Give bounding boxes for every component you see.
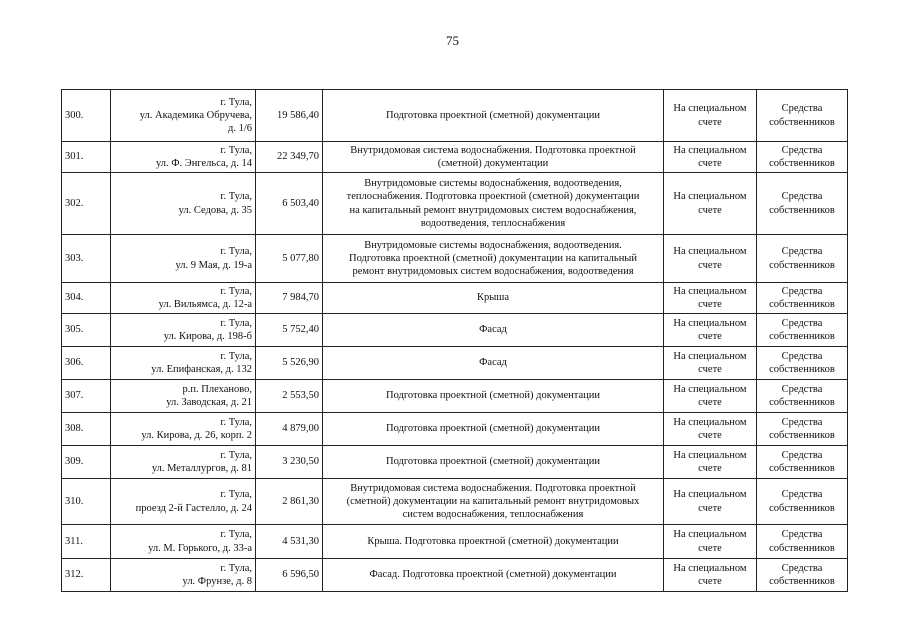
- address-cell: [111, 314, 256, 347]
- amount-cell: 2 861,30: [256, 479, 323, 525]
- table-row: [62, 380, 848, 413]
- source-line: собственников: [769, 576, 835, 587]
- account-line: На специальном: [673, 191, 747, 203]
- account-type-cell: [664, 525, 757, 559]
- source-line: Средства: [781, 103, 823, 115]
- account-line: На специальном: [673, 103, 747, 115]
- addr-line: ул. Академика Обручева,: [139, 109, 252, 121]
- addr-line: ул. 9 Мая, д. 19-а: [175, 259, 252, 271]
- row-number-cell: 301.: [62, 142, 111, 173]
- account-line: На специальном: [673, 449, 747, 461]
- funding-source-cell: [757, 90, 848, 142]
- amount-cell: 6 596,50: [256, 559, 323, 592]
- table-body: [62, 90, 848, 592]
- source-line: собственников: [769, 158, 835, 169]
- addr-line: ул. Заводская, д. 21: [166, 397, 252, 408]
- account-type-cell: [664, 283, 757, 314]
- funding-source-cell: [757, 559, 848, 592]
- addr-line: г. Тула,: [220, 350, 252, 362]
- account-type-cell: [664, 559, 757, 592]
- work-line: Подготовка проектной (сметной) документации: [386, 390, 600, 402]
- account-line: На специальном: [673, 562, 747, 574]
- table-row: [62, 347, 848, 380]
- page-number: 75: [446, 33, 459, 48]
- address-cell: [111, 559, 256, 592]
- addr-line: д. 1/6: [227, 123, 252, 135]
- source-line: собственников: [769, 364, 835, 375]
- source-line: Средства: [781, 350, 823, 362]
- account-type-cell: [664, 347, 757, 380]
- addr-line: г. Тула,: [220, 317, 252, 329]
- amount-cell: 6 503,40: [256, 173, 323, 235]
- addr-line: ул. Кирова, д. 26, корп. 2: [141, 430, 252, 441]
- addr-line: проезд 2-й Гастелло, д. 24: [135, 502, 252, 514]
- addr-line: г. Тула,: [220, 285, 252, 297]
- account-type-cell: [664, 380, 757, 413]
- row-number-cell: 305.: [62, 314, 111, 347]
- account-line: счете: [698, 397, 722, 408]
- account-line: счете: [698, 158, 722, 169]
- account-type-cell: [664, 314, 757, 347]
- account-line: На специальном: [673, 350, 747, 362]
- addr-line: ул. Вильямса, д. 12-а: [158, 299, 252, 310]
- address-cell: [111, 446, 256, 479]
- amount-cell: 19 586,40: [256, 90, 323, 142]
- row-number-cell: 311.: [62, 525, 111, 559]
- addr-line: г. Тула,: [220, 449, 252, 461]
- account-line: счете: [698, 542, 722, 554]
- addr-line: г. Тула,: [220, 489, 252, 501]
- account-line: счете: [698, 204, 722, 216]
- address-cell: [111, 525, 256, 559]
- funding-source-cell: [757, 347, 848, 380]
- address-cell: [111, 413, 256, 446]
- addr-line: ул. Фрунзе, д. 8: [182, 576, 252, 587]
- amount-cell: 2 553,50: [256, 380, 323, 413]
- source-line: Средства: [781, 285, 823, 297]
- row-number-cell: 303.: [62, 235, 111, 283]
- account-line: На специальном: [673, 489, 747, 501]
- row-number-cell: 300.: [62, 90, 111, 142]
- source-line: Средства: [781, 529, 823, 541]
- work-type-cell: [323, 347, 664, 380]
- account-type-cell: [664, 90, 757, 142]
- work-type-cell: [323, 235, 664, 283]
- account-line: счете: [698, 331, 722, 342]
- work-type-cell: [323, 283, 664, 314]
- work-line: Подготовка проектной (сметной) документации: [386, 423, 600, 435]
- table-row: [62, 525, 848, 559]
- source-line: собственников: [769, 502, 835, 514]
- account-type-cell: [664, 173, 757, 235]
- work-type-cell: [323, 413, 664, 446]
- source-line: Средства: [781, 416, 823, 428]
- funding-source-cell: [757, 380, 848, 413]
- funding-source-cell: [757, 525, 848, 559]
- source-line: собственников: [769, 542, 835, 554]
- source-line: Средства: [781, 144, 823, 156]
- account-type-cell: [664, 446, 757, 479]
- address-cell: [111, 173, 256, 235]
- addr-line: р.п. Плеханово,: [182, 383, 252, 395]
- account-line: На специальном: [673, 416, 747, 428]
- account-line: счете: [698, 364, 722, 375]
- account-line: счете: [698, 502, 722, 514]
- table-row: [62, 413, 848, 446]
- registry-table: [61, 89, 848, 592]
- source-line: Средства: [781, 562, 823, 574]
- addr-line: ул. Кирова, д. 198-б: [163, 331, 252, 342]
- funding-source-cell: [757, 314, 848, 347]
- account-line: На специальном: [673, 144, 747, 156]
- table-row: [62, 283, 848, 314]
- work-line: Внутридомовые системы водоснабжения, водоотведения.: [364, 239, 622, 251]
- source-line: собственников: [769, 397, 835, 408]
- work-line: Внутридомовая система водоснабжения. Подготовка проектной: [350, 482, 636, 494]
- addr-line: г. Тула,: [220, 144, 252, 156]
- amount-cell: 4 879,00: [256, 413, 323, 446]
- source-line: собственников: [769, 331, 835, 342]
- work-line: (сметной) документации: [437, 158, 549, 169]
- addr-line: г. Тула,: [220, 246, 252, 258]
- row-number-cell: 304.: [62, 283, 111, 314]
- amount-cell: 4 531,30: [256, 525, 323, 559]
- table-row: [62, 235, 848, 283]
- table-row: [62, 446, 848, 479]
- work-type-cell: [323, 173, 664, 235]
- source-line: Средства: [781, 191, 823, 203]
- amount-cell: 5 752,40: [256, 314, 323, 347]
- work-line: Подготовка проектной (сметной) документации: [386, 109, 600, 121]
- row-number-cell: 306.: [62, 347, 111, 380]
- work-line: Фасад. Подготовка проектной (сметной) документации: [369, 569, 617, 581]
- work-line: Внутридомовая система водоснабжения. Подготовка проектной: [350, 144, 636, 156]
- source-line: Средства: [781, 317, 823, 329]
- source-line: собственников: [769, 259, 835, 271]
- addr-line: ул. Ф. Энгельса, д. 14: [155, 158, 252, 169]
- account-line: На специальном: [673, 317, 747, 329]
- row-number-cell: 312.: [62, 559, 111, 592]
- work-line: водоотведения, теплоснабжения: [420, 217, 566, 229]
- row-number-cell: 308.: [62, 413, 111, 446]
- account-line: счете: [698, 576, 722, 587]
- table-row: [62, 479, 848, 525]
- row-number-cell: 309.: [62, 446, 111, 479]
- amount-cell: 7 984,70: [256, 283, 323, 314]
- account-type-cell: [664, 479, 757, 525]
- addr-line: ул. Седова, д. 35: [178, 204, 252, 216]
- table-row: [62, 142, 848, 173]
- funding-source-cell: [757, 235, 848, 283]
- work-line: (сметной) документации на капитальный ремонт внутридомовых: [346, 495, 640, 507]
- account-type-cell: [664, 413, 757, 446]
- address-cell: [111, 235, 256, 283]
- source-line: собственников: [769, 204, 835, 216]
- work-line: Фасад: [479, 357, 507, 369]
- source-line: Средства: [781, 489, 823, 501]
- work-line: ремонт внутридомовых систем водоснабжения, водоотведения: [352, 266, 634, 278]
- source-line: собственников: [769, 430, 835, 441]
- work-line: Подготовка проектной (сметной) документации: [386, 456, 600, 468]
- account-line: На специальном: [673, 246, 747, 258]
- table-row: [62, 173, 848, 235]
- addr-line: ул. М. Горького, д. 33-а: [148, 542, 252, 554]
- account-line: На специальном: [673, 383, 747, 395]
- funding-source-cell: [757, 142, 848, 173]
- work-line: на капитальный ремонт внутридомовых систем водоснабжения,: [349, 204, 637, 216]
- row-number-cell: 302.: [62, 173, 111, 235]
- work-line: Фасад: [479, 324, 507, 336]
- work-type-cell: [323, 446, 664, 479]
- addr-line: г. Тула,: [220, 416, 252, 428]
- addr-line: г. Тула,: [220, 529, 252, 541]
- address-cell: [111, 479, 256, 525]
- account-line: счете: [698, 259, 722, 271]
- account-line: счете: [698, 299, 722, 310]
- work-type-cell: [323, 380, 664, 413]
- source-line: собственников: [769, 463, 835, 474]
- address-cell: [111, 142, 256, 173]
- funding-source-cell: [757, 283, 848, 314]
- address-cell: [111, 347, 256, 380]
- account-line: счете: [698, 430, 722, 441]
- source-line: собственников: [769, 299, 835, 310]
- table-row: [62, 559, 848, 592]
- account-type-cell: [664, 142, 757, 173]
- table-row: [62, 90, 848, 142]
- work-type-cell: [323, 314, 664, 347]
- funding-source-cell: [757, 446, 848, 479]
- funding-source-cell: [757, 173, 848, 235]
- addr-line: ул. Епифанская, д. 132: [151, 364, 252, 375]
- address-cell: [111, 283, 256, 314]
- work-type-cell: [323, 525, 664, 559]
- source-line: собственников: [769, 116, 835, 128]
- work-line: Внутридомовые системы водоснабжения, водоотведения,: [364, 178, 622, 190]
- address-cell: [111, 90, 256, 142]
- work-line: систем водоснабжения, теплоснабжения: [402, 509, 584, 521]
- work-line: Крыша: [476, 292, 510, 304]
- row-number-cell: 310.: [62, 479, 111, 525]
- work-line: теплоснабжения. Подготовка проектной (сметной) документации: [346, 191, 640, 203]
- addr-line: г. Тула,: [220, 96, 252, 108]
- work-type-cell: [323, 142, 664, 173]
- addr-line: г. Тула,: [220, 562, 252, 574]
- addr-line: ул. Металлургов, д. 81: [151, 463, 252, 474]
- work-line: Крыша. Подготовка проектной (сметной) документации: [367, 535, 619, 547]
- funding-source-cell: [757, 413, 848, 446]
- amount-cell: 5 526,90: [256, 347, 323, 380]
- account-line: счете: [698, 116, 722, 128]
- account-line: На специальном: [673, 529, 747, 541]
- source-line: Средства: [781, 449, 823, 461]
- address-cell: [111, 380, 256, 413]
- row-number-cell: 307.: [62, 380, 111, 413]
- table-row: [62, 314, 848, 347]
- amount-cell: 3 230,50: [256, 446, 323, 479]
- amount-cell: 22 349,70: [256, 142, 323, 173]
- work-type-cell: [323, 479, 664, 525]
- account-type-cell: [664, 235, 757, 283]
- work-line: Подготовка проектной (сметной) документации на капитальный: [349, 252, 637, 264]
- work-type-cell: [323, 90, 664, 142]
- work-type-cell: [323, 559, 664, 592]
- source-line: Средства: [781, 383, 823, 395]
- source-line: Средства: [781, 246, 823, 258]
- account-line: счете: [698, 463, 722, 474]
- addr-line: г. Тула,: [220, 191, 252, 203]
- amount-cell: 5 077,80: [256, 235, 323, 283]
- account-line: На специальном: [673, 285, 747, 297]
- funding-source-cell: [757, 479, 848, 525]
